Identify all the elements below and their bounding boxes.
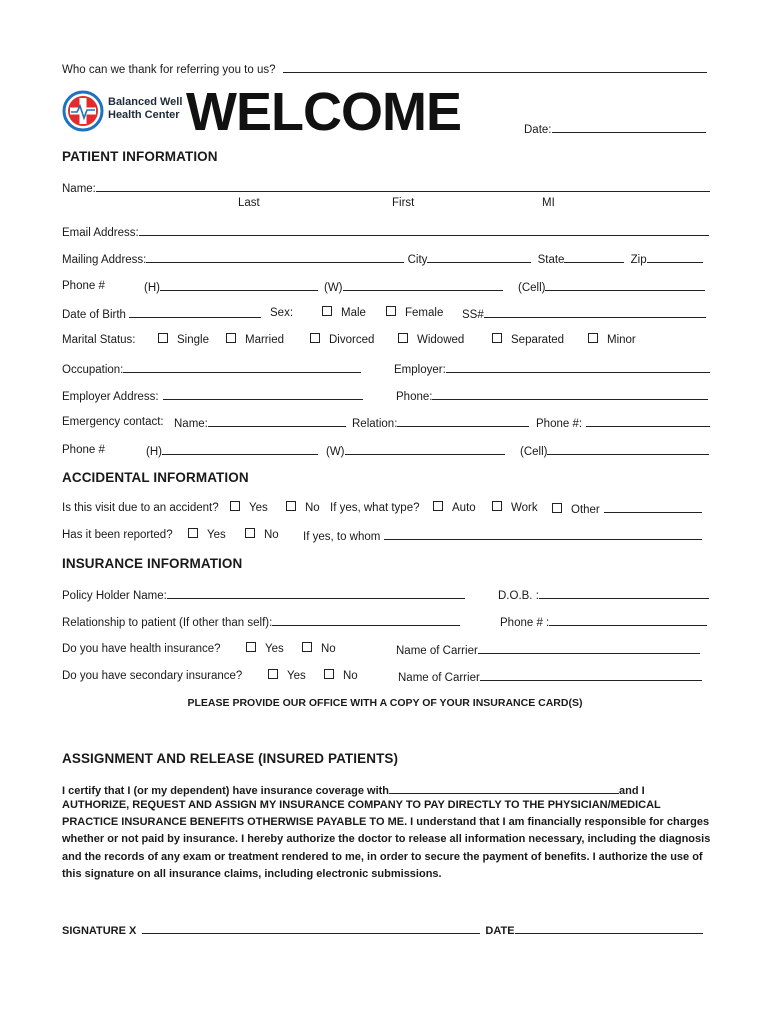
reported-no-label: No [264,529,279,541]
accident-no-checkbox[interactable] [286,501,296,511]
email-field[interactable] [139,224,709,236]
assignment-body: AUTHORIZE, REQUEST AND ASSIGN MY INSURANCE COMPANY TO PAY DIRECTLY TO THE PHYSICIAN/MEDICAL PRACTICE INSURANCE BENEFITS OTHERWISE PAYABLE TO ME. I understand that I am financially responsible for charges whether or not paid by insurance. I hereby authorize the doctor to release all information necessary, including the diagnosis and the records of any exam or treatment rendered to me, in order to secure the payment of benefits. I authorize the use of this signature on all insurance claims, including electronic submissions. [62,799,711,880]
mi-caption: MI [542,197,555,209]
em-name-field[interactable] [208,415,346,427]
health-yes-checkbox[interactable] [246,642,256,652]
secondary-yes-checkbox[interactable] [268,669,278,679]
mailing-label: Mailing Address: [62,254,147,266]
minor-option[interactable] [588,333,636,347]
female-label: Female [405,307,444,319]
referral-field[interactable] [283,61,707,73]
work-option[interactable] [492,501,538,515]
employer-address-field[interactable] [163,388,363,400]
marital-label: Marital Status: [62,334,136,346]
phone-home [144,279,318,295]
date-label: Date: [524,124,552,136]
em-phone-row [536,415,710,431]
phone2-cell [520,443,709,459]
health-cross-logo-icon [62,90,104,132]
referral-row [62,61,707,77]
em-name-label: Name: [174,418,208,430]
holder-field[interactable] [167,587,465,599]
last-caption: Last [238,197,260,209]
signature-date-field[interactable] [515,922,703,934]
male-label: Male [341,307,366,319]
relation-label: Relation: [352,418,398,430]
cell-phone-field[interactable] [545,279,705,291]
auto-label: Auto [452,502,476,514]
home-phone-field[interactable] [160,279,318,291]
carrier2-row [398,669,702,685]
work-accident-label: Work [511,502,538,514]
carrier-field[interactable] [478,642,700,654]
coverage-text-end: and I [619,785,645,797]
what-type-label: If yes, what type? [330,502,420,514]
cell2-field[interactable] [547,443,709,455]
phone-cell [518,279,705,295]
email-row [62,224,709,240]
date-row [524,121,706,137]
married-label: Married [245,334,284,346]
ss-label: SS# [462,309,484,321]
phone-label: Phone # [62,280,105,292]
employer-address-label: Employer Address: [62,391,159,403]
accident-yes-option[interactable] [230,501,268,515]
health-no-label: No [321,643,336,655]
phone2-label: Phone # [62,444,105,456]
relationship-field[interactable] [272,614,460,626]
married-option[interactable] [226,333,284,347]
auto-option[interactable] [433,501,476,515]
female-option[interactable] [386,306,443,320]
employer-phone-field[interactable] [432,388,708,400]
employer-field[interactable] [446,361,710,373]
coverage-carrier-field[interactable] [389,782,619,794]
city-label: City [407,254,428,266]
secondary-no-label: No [343,670,358,682]
coverage-row [62,782,645,798]
secondary-yes-option[interactable] [268,669,306,683]
divorced-checkbox[interactable] [310,333,320,343]
to-whom-field[interactable] [384,528,702,540]
phone-work [324,279,503,295]
coverage-text: I certify that I (or my dependent) have insurance coverage with [62,785,390,797]
to-whom-label: If yes, to whom [303,531,381,543]
work-label: (W) [324,282,343,294]
minor-checkbox[interactable] [588,333,598,343]
mailing-field[interactable] [146,251,404,263]
separated-option[interactable] [492,333,564,347]
secondary-no-checkbox[interactable] [324,669,334,679]
sex-label: Sex: [270,307,294,319]
state-label: State [537,254,565,266]
ss-row [462,306,706,322]
work2-label: (W) [326,446,345,458]
referral-question: Who can we thank for referring you to us? [62,64,276,76]
em-name-row [174,415,346,431]
reported-yes-label: Yes [207,529,226,541]
single-checkbox[interactable] [158,333,168,343]
secondary-insurance-question: Do you have secondary insurance? [62,670,243,682]
phone2-work [326,443,505,459]
separated-checkbox[interactable] [492,333,502,343]
home2-field[interactable] [162,443,318,455]
ins-dob-row [498,587,709,603]
mailing-row [62,251,703,267]
widowed-label: Widowed [417,334,465,346]
dob-label: Date of Birth [62,309,126,321]
carrier2-label: Name of Carrier [398,672,480,684]
other-option[interactable] [552,501,702,517]
home-label: (H) [144,282,160,294]
signature-date-label: DATE [485,925,515,937]
occupation-field[interactable] [123,361,361,373]
reported-question: Has it been reported? [62,529,173,541]
home2-label: (H) [146,446,162,458]
other-field[interactable] [604,501,702,513]
emergency-label: Emergency contact: [62,416,164,428]
cell-label: (Cell) [518,282,546,294]
accident-no-label: No [305,502,320,514]
relationship-row [62,614,460,630]
phone2-home [146,443,318,459]
relationship-label: Relationship to patient (If other than self): [62,617,273,629]
name-row [62,180,710,196]
widowed-option[interactable] [398,333,464,347]
signature-field[interactable] [142,922,480,934]
brand-line-1: Balanced Well [108,96,183,108]
welcome-title: WELCOME [186,82,461,142]
employer-row [394,361,710,377]
married-checkbox[interactable] [226,333,236,343]
to-whom-row [303,528,702,544]
accident-no-option[interactable] [286,501,320,515]
health-insurance-question: Do you have health insurance? [62,643,221,655]
work-phone-field[interactable] [343,279,503,291]
accident-yes-checkbox[interactable] [230,501,240,511]
carrier-row [396,642,700,658]
patient-section-title: PATIENT INFORMATION [62,149,218,164]
ins-phone-label: Phone # : [500,617,550,629]
brand-name [108,96,182,122]
relation-row [352,415,529,431]
zip-label: Zip [630,254,647,266]
name-field[interactable] [96,180,710,192]
zip-field[interactable] [647,251,703,263]
minor-label: Minor [607,334,636,346]
accident-question: Is this visit due to an accident? [62,502,219,514]
dob-field[interactable] [129,306,261,318]
name-label: Name: [62,183,96,195]
work-checkbox[interactable] [492,501,502,511]
single-label: Single [177,334,209,346]
first-caption: First [392,197,415,209]
health-yes-label: Yes [265,643,284,655]
brand-line-2: Health Center [108,109,180,121]
employer-label: Employer: [394,364,446,376]
separated-label: Separated [511,334,565,346]
employer-phone-label: Phone: [396,391,433,403]
holder-row [62,587,465,603]
male-option[interactable] [322,306,366,320]
work2-field[interactable] [345,443,505,455]
other-checkbox[interactable] [552,503,562,513]
signature-row [62,922,703,938]
single-option[interactable] [158,333,209,347]
signature-label: SIGNATURE X [62,925,137,937]
accident-section-title: ACCIDENTAL INFORMATION [62,470,249,485]
divorced-label: Divorced [329,334,375,346]
carrier2-field[interactable] [480,669,702,681]
reported-yes-option[interactable] [188,528,226,542]
secondary-no-option[interactable] [324,669,358,683]
health-no-option[interactable] [302,642,336,656]
em-phone-label: Phone #: [536,418,583,430]
health-no-checkbox[interactable] [302,642,312,652]
accident-yes-label: Yes [249,502,268,514]
health-yes-option[interactable] [246,642,284,656]
insurance-section-title: INSURANCE INFORMATION [62,556,243,571]
ins-dob-label: D.O.B. : [498,590,539,602]
other-label: Other [571,504,600,516]
secondary-yes-label: Yes [287,670,306,682]
dob-row [62,306,261,322]
male-checkbox[interactable] [322,306,332,316]
employer-address-row [62,388,363,404]
divorced-option[interactable] [310,333,374,347]
assignment-section-title: ASSIGNMENT AND RELEASE (INSURED PATIENTS) [62,751,399,766]
state-field[interactable] [564,251,624,263]
occupation-label: Occupation: [62,364,124,376]
holder-label: Policy Holder Name: [62,590,167,602]
carrier-label: Name of Carrier [396,645,478,657]
widowed-checkbox[interactable] [398,333,408,343]
em-phone-field[interactable] [586,415,710,427]
ins-dob-field[interactable] [539,587,709,599]
ins-phone-row [500,614,707,630]
ins-phone-field[interactable] [549,614,707,626]
cell2-label: (Cell) [520,446,548,458]
employer-phone-row [396,388,708,404]
female-checkbox[interactable] [386,306,396,316]
relation-field[interactable] [397,415,529,427]
reported-yes-checkbox[interactable] [188,528,198,538]
city-field[interactable] [427,251,531,263]
insurance-card-note: PLEASE PROVIDE OUR OFFICE WITH A COPY OF YOUR INSURANCE CARD(S) [187,697,583,709]
email-label: Email Address: [62,227,139,239]
ss-field[interactable] [484,306,706,318]
auto-checkbox[interactable] [433,501,443,511]
occupation-row [62,361,361,377]
date-field[interactable] [552,121,706,133]
reported-no-option[interactable] [245,528,279,542]
reported-no-checkbox[interactable] [245,528,255,538]
